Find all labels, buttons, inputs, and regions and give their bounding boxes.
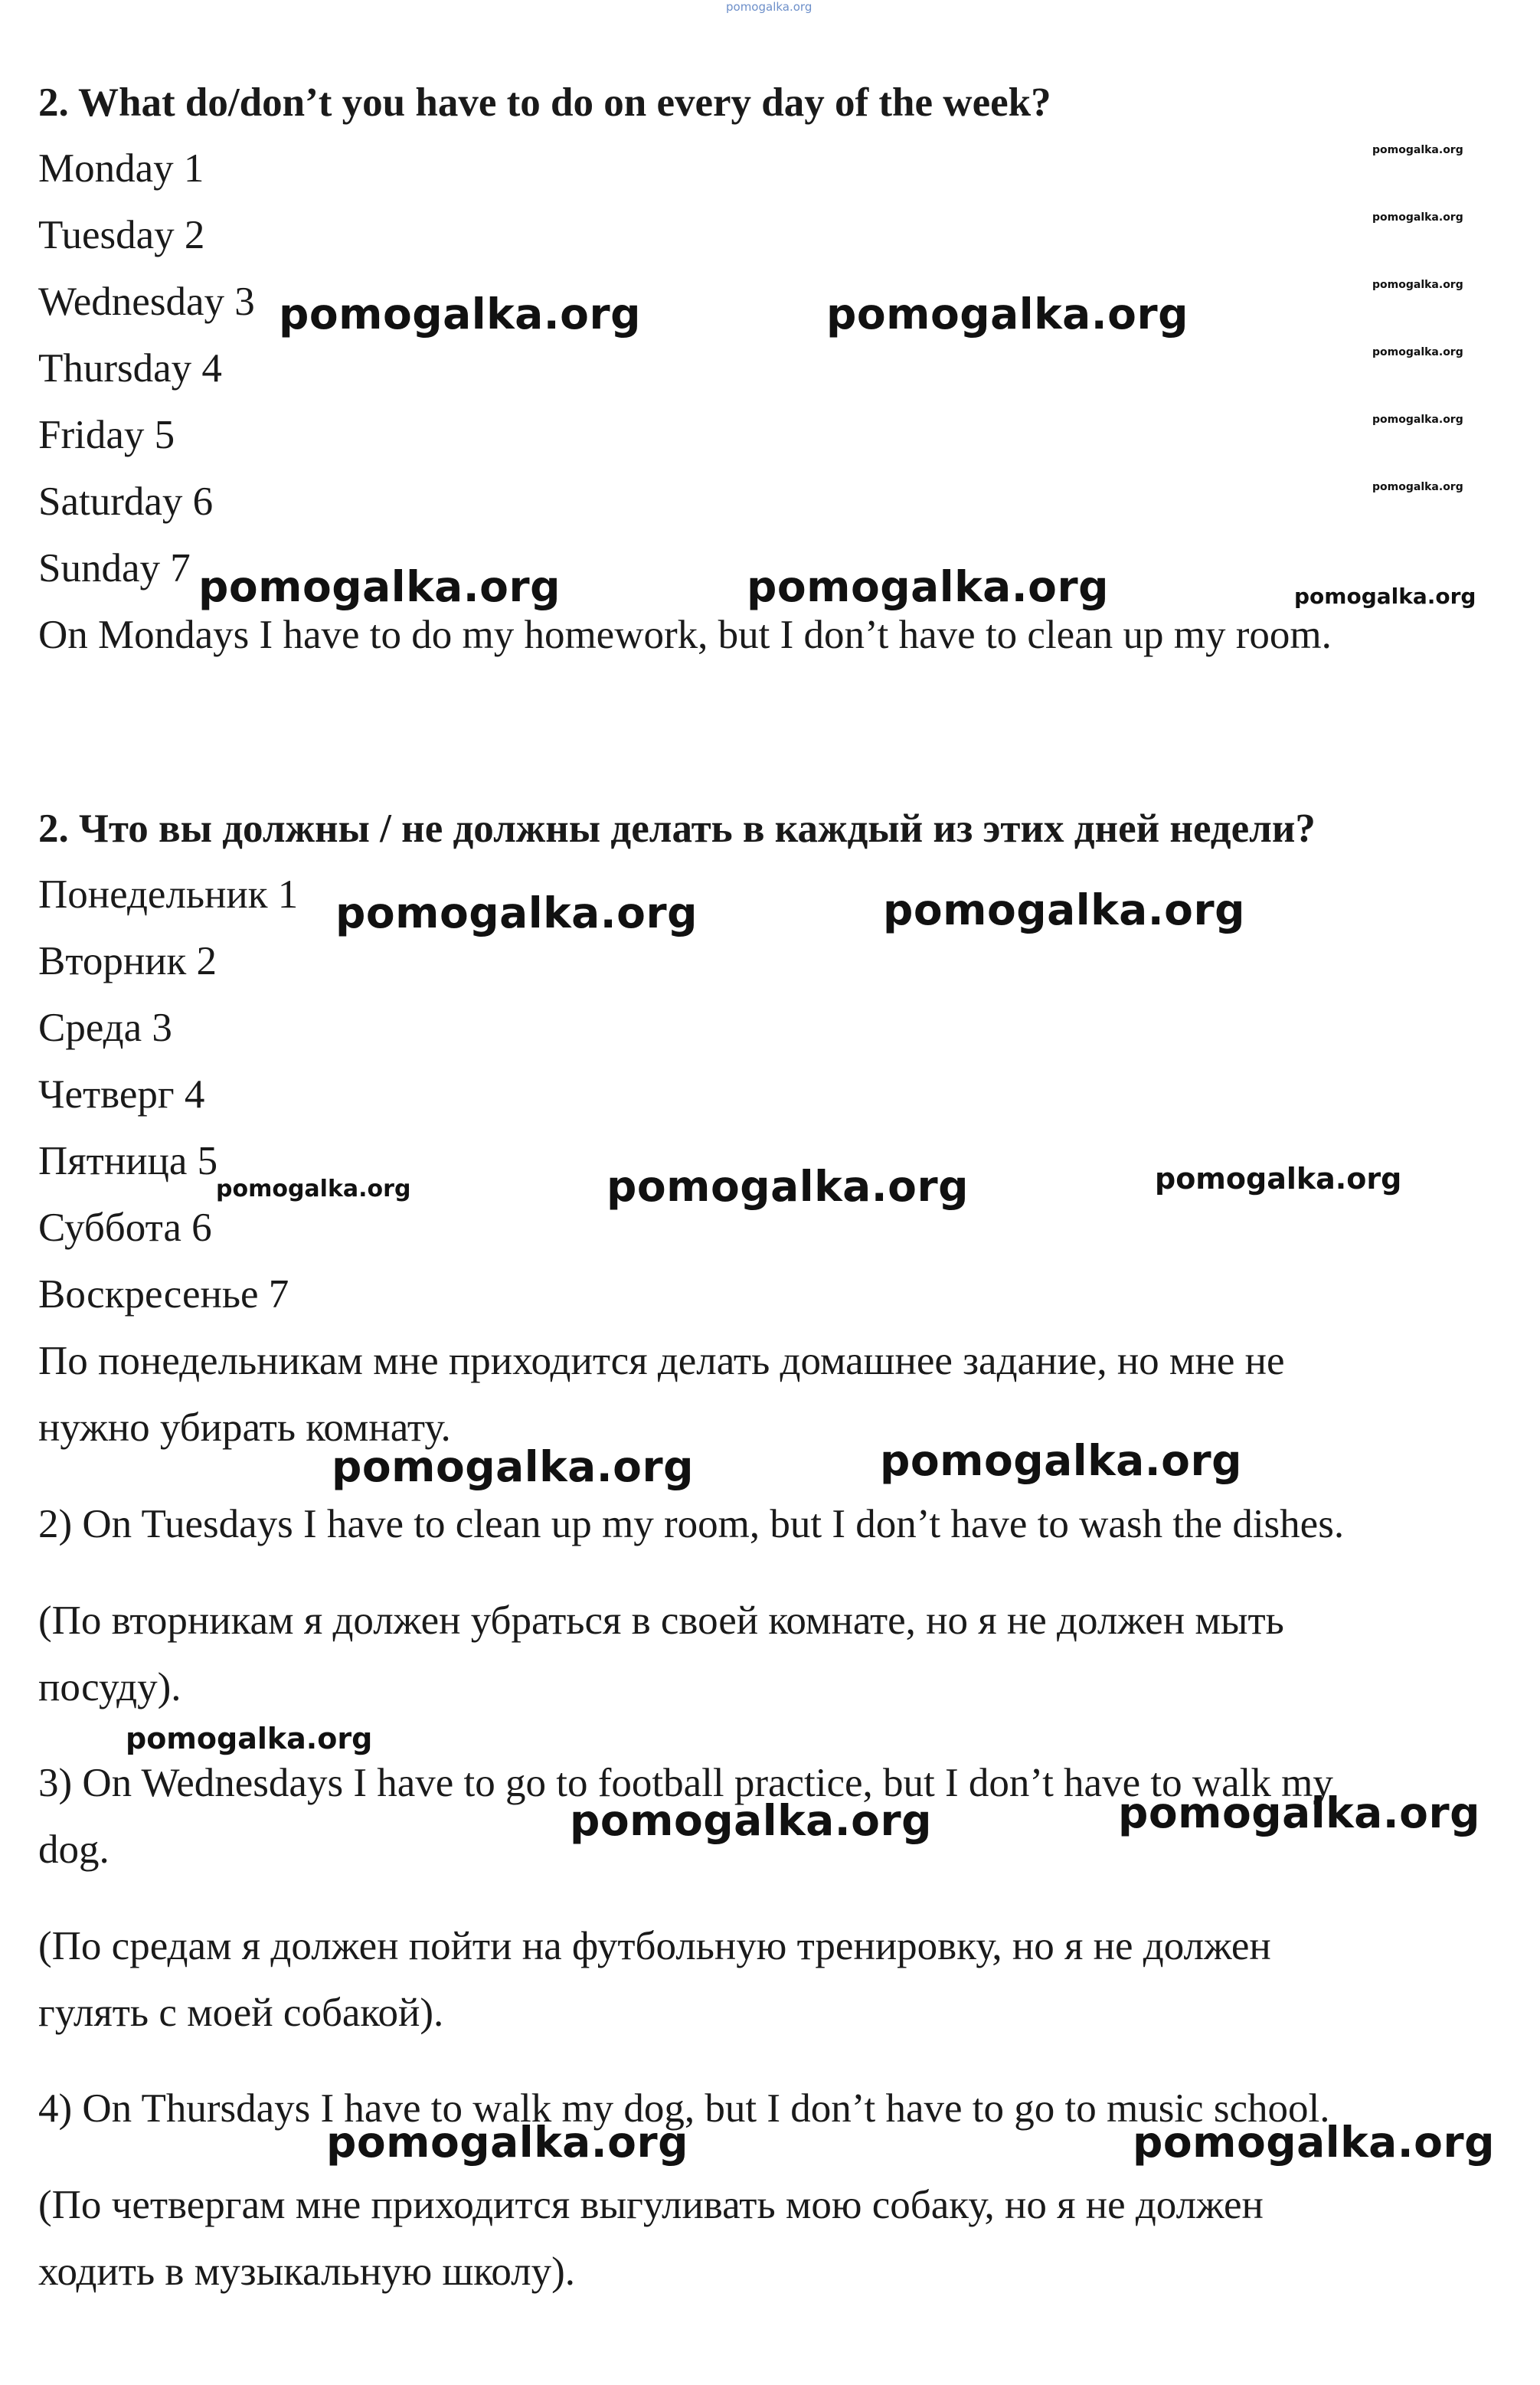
english-day-wednesday: Wednesday 3 [38,280,255,324]
russian-day-monday: Понедельник 1 [38,872,299,917]
russian-exercise-title: 2. Что вы должны / не должны делать в каждый из этих дней недели? [38,806,1316,851]
english-day-saturday: Saturday 6 [38,479,214,524]
watermark: pomogalka.org [326,2118,688,2167]
answer-3-translation-line2: гулять с моей собакой). [38,1991,444,2035]
answer-3-translation-line1: (По средам я должен пойти на футбольную тренировку, но я не должен [38,1924,1271,1968]
watermark: pomogalka.org [883,885,1245,934]
watermark: pomogalka.org [335,888,698,937]
english-day-monday: Monday 1 [38,146,204,191]
russian-example-line1: По понедельникам мне приходится делать домашнее задание, но мне не [38,1339,1285,1383]
russian-day-sunday: Воскресенье 7 [38,1272,289,1317]
watermark: pomogalka.org [279,290,641,339]
russian-example-line2: нужно убирать комнату. [38,1405,451,1450]
watermark: pomogalka.org [1372,481,1463,493]
watermark: pomogalka.org [607,1162,969,1211]
watermark: pomogalka.org [1372,414,1463,426]
answer-3-line1: 3) On Wednesdays I have to go to football practice, but I don’t have to walk my [38,1761,1333,1805]
answer-2: 2) On Tuesdays I have to clean up my room, but I don’t have to wash the dishes. [38,1502,1345,1546]
english-exercise-title: 2. What do/don’t you have to do on every day of the week? [38,80,1051,125]
watermark: pomogalka.org [1372,279,1463,291]
header-site-link[interactable]: pomogalka.org [726,0,813,14]
watermark: pomogalka.org [880,1436,1242,1485]
watermark: pomogalka.org [198,562,561,611]
answer-4-translation-line2: ходить в музыкальную школу). [38,2249,576,2294]
watermark: pomogalka.org [126,1722,373,1755]
russian-day-wednesday: Среда 3 [38,1006,172,1050]
watermark: pomogalka.org [216,1176,411,1202]
watermark: pomogalka.org [1294,584,1476,609]
watermark: pomogalka.org [1118,1788,1480,1837]
english-example-sentence: On Mondays I have to do my homework, but I don’t have to clean up my room. [38,613,1332,657]
watermark: pomogalka.org [570,1796,932,1845]
russian-day-tuesday: Вторник 2 [38,939,217,983]
english-day-thursday: Thursday 4 [38,346,222,391]
english-day-tuesday: Tuesday 2 [38,213,205,257]
watermark: pomogalka.org [1133,2118,1495,2167]
answer-3-line2: dog. [38,1827,110,1872]
answer-2-translation-line1: (По вторникам я должен убраться в своей комнате, но я не должен мыть [38,1598,1284,1643]
watermark: pomogalka.org [1372,144,1463,156]
watermark: pomogalka.org [332,1442,694,1491]
russian-day-thursday: Четверг 4 [38,1072,205,1117]
watermark: pomogalka.org [1155,1162,1402,1196]
watermark: pomogalka.org [1372,211,1463,224]
answer-4-translation-line1: (По четвергам мне приходится выгуливать мою собаку, но я не должен [38,2183,1264,2227]
english-day-friday: Friday 5 [38,413,175,457]
answer-2-translation-line2: посуду). [38,1665,181,1709]
russian-day-friday: Пятница 5 [38,1139,218,1183]
english-day-sunday: Sunday 7 [38,546,191,591]
answer-4: 4) On Thursdays I have to walk my dog, but I don’t have to go to music school. [38,2086,1330,2131]
watermark: pomogalka.org [747,562,1109,611]
watermark: pomogalka.org [826,290,1189,339]
russian-day-saturday: Суббота 6 [38,1206,212,1250]
watermark: pomogalka.org [1372,346,1463,358]
